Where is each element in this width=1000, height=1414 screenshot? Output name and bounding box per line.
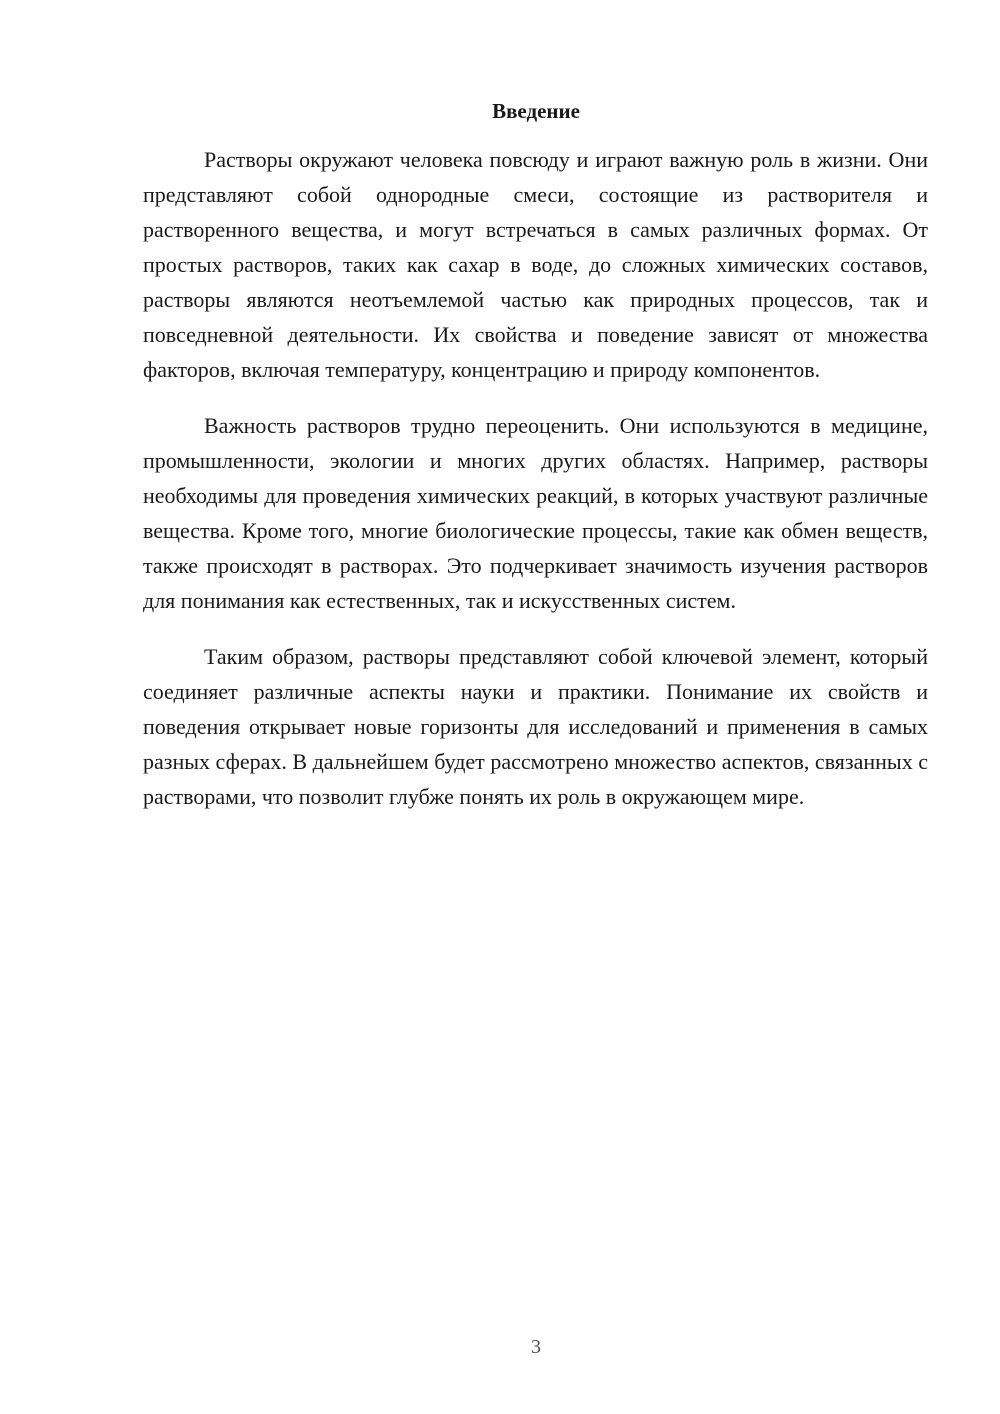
- body-text: [143, 142, 928, 835]
- page-number: 3: [531, 1336, 541, 1358]
- section-heading: Введение: [492, 99, 580, 123]
- paragraph-1: Растворы окружают человека повсюду и играют важную роль в жизни. Они представляют собой однородные смеси, состоящие из растворителя и растворенного вещества, и могут встречаться в самых различных формах. От простых растворов, таких как сахар в воде, до сложных химических составов, растворы являются неотъемлемой частью как природных процессов, так и повседневной деятельности. Их свойства и поведение зависят от множества факторов, включая температуру, концентрацию и природу компонентов.: [143, 147, 928, 382]
- paragraph-2: Важность растворов трудно переоценить. Они используются в медицине, промышленности, экологии и многих других областях. Например, растворы необходимы для проведения химических реакций, в которых участвуют различные вещества. Кроме того, многие биологические процессы, такие как обмен веществ, также происходят в растворах. Это подчеркивает значимость изучения растворов для понимания как естественных, так и искусственных систем.: [143, 413, 928, 613]
- paragraph-3: Таким образом, растворы представляют собой ключевой элемент, который соединяет различные аспекты науки и практики. Понимание их свойств и поведения открывает новые горизонты для исследований и применения в самых разных сферах. В дальнейшем будет рассмотрено множество аспектов, связанных с растворами, что позволит глубже понять их роль в окружающем мире.: [143, 644, 928, 809]
